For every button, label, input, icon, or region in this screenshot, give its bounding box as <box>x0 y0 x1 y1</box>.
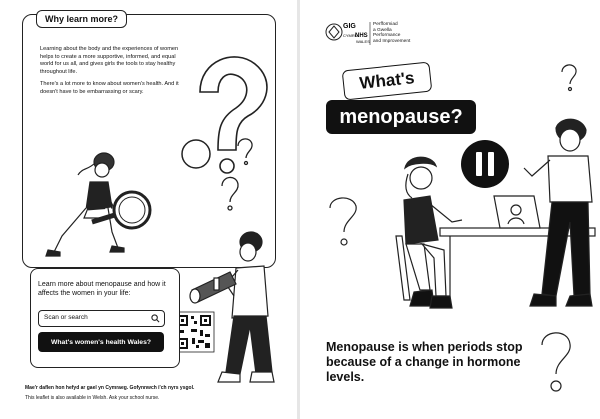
qr-code-icon <box>174 312 214 352</box>
title-whats: What's <box>342 61 433 100</box>
logo-line-4: and Improvement <box>373 38 411 44</box>
svg-text:NHS: NHS <box>355 33 368 39</box>
scan-search-label: Scan or search <box>44 314 88 321</box>
boy-with-telescope-illustration <box>218 232 274 382</box>
title-menopause: menopause? <box>326 100 476 134</box>
logo-text <box>373 22 410 44</box>
girl-with-magnifier-illustration <box>46 153 124 256</box>
footer-welsh-note: Mae'r daflen hon hefyd ar gael yn Cymraeg. Gofynnwch i'ch nyrs ysgol. <box>25 385 195 391</box>
why-learn-tag: Why learn more? <box>36 10 127 28</box>
why-paragraph-2: There's a lot more to know about women's health. And it doesn't have to be embarrassing or scary. <box>40 81 179 95</box>
logo-line-2: a Gwella <box>373 27 392 33</box>
telescope-icon <box>190 272 236 303</box>
bubble-circle <box>182 140 210 168</box>
pause-icon <box>461 140 509 188</box>
scan-search-box[interactable] <box>38 310 165 327</box>
footer-english-note: This leaflet is also available in Welsh. Ask your school nurse. <box>25 395 160 401</box>
womens-health-wales-button[interactable]: What's women's health Wales? <box>38 332 164 352</box>
learn-more-text: Learn more about menopause and how it affects the women in your life: <box>38 281 166 297</box>
why-paragraph-1: Learning about the body and the experiences of women helps to create a more supportive, informed, and equal world for us all, and gives girls the tools to stay healthy throughout life. <box>40 46 179 75</box>
logo-line-3: Performance <box>373 33 401 39</box>
search-icon <box>151 314 160 323</box>
svg-text:CYMRU: CYMRU <box>343 33 358 38</box>
menopause-definition: Menopause is when periods stop because of a change in hormone levels. <box>326 340 523 384</box>
nhs-logo-icon <box>326 24 342 40</box>
logo-line-1: Perfformiad <box>373 22 398 27</box>
svg-text:GIG: GIG <box>343 23 356 30</box>
svg-text:WALES: WALES <box>356 39 370 44</box>
